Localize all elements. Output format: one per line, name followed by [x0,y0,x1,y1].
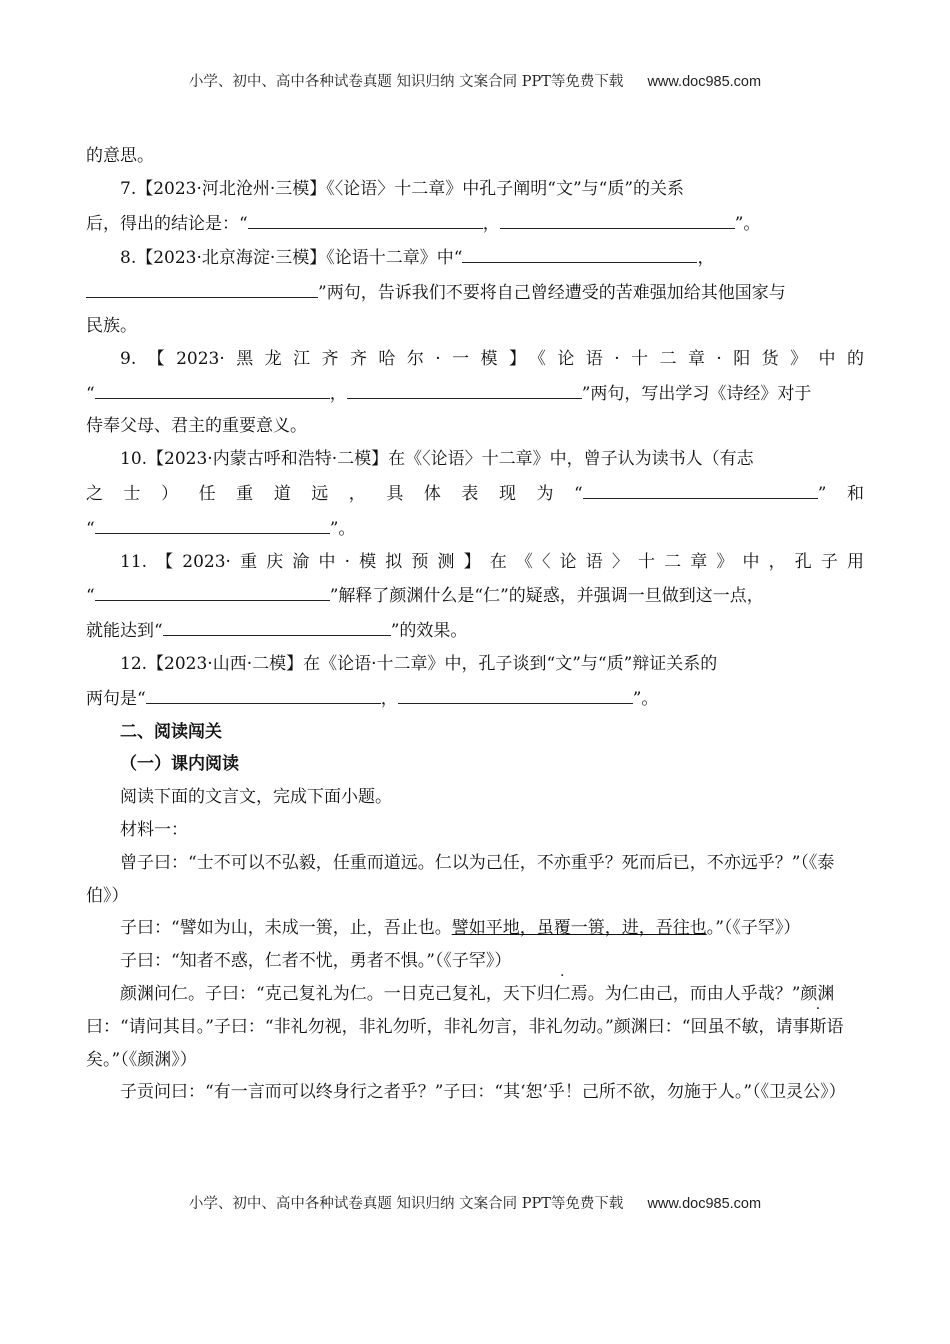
subsection-title: （一）课内阅读 [120,754,239,775]
answer-blank[interactable] [146,681,381,704]
question-11-line3: 就能达到“ ”的效果。 [86,613,864,648]
question-9-line2: “ ， ”两句，写出学习《诗经》对于 [86,376,864,411]
header-url[interactable]: www.doc985.com [647,74,762,90]
passage-paragraph-1: 曾子曰：“士不可以不弘毅，任重而道远。仁以为己任，不亦重乎？死而后已，不亦远乎？”（《泰伯》） [86,852,835,906]
emphasis-dot-char: 归 [536,983,554,1004]
passage-paragraph-2: 子曰：“譬如为山，未成一篑，止，吾止也。譬如平地，虽覆一篑，进，吾往也。”（《子罕》） [120,918,801,939]
section-title: 二、阅读闯关 [120,721,222,742]
question-11: 11.【2023·重庆渝中·模拟预测】在《〈论语〉十二章》中，孔子用 [120,551,864,572]
question-8-line2: ”两句，告诉我们不要将自己曾经遭受的苦难强加给其他国家与 [86,275,864,310]
page-footer [0,1192,950,1213]
material-label: 材料一： [120,819,188,840]
question-7: 7.【2023·河北沧州·三模】《〈论语〉十二章》中孔子阐明“文”与“质”的关系 [120,178,685,199]
passage-paragraph-4: 颜渊问仁。子曰：“克己复礼为仁。一日克己复礼，天下归仁焉。为仁由己，而由人乎哉？”颜渊曰：“请问其目。”子曰：“非礼勿视，非礼勿听，非礼勿言，非礼勿动。”颜渊曰：“回虽不敏，请事斯语矣。”（《颜渊》） [86,983,844,1070]
question-8: 8.【2023·北京海淀·三模】《论语十二章》中“ ， [86,240,864,275]
question-10-line3: “ ”。 [86,511,864,546]
answer-blank[interactable] [583,476,818,499]
passage-paragraph-3: 子曰：“知者不惑，仁者不忧，勇者不惧。”（《子罕》） [120,951,512,972]
answer-blank[interactable] [347,376,582,399]
answer-blank[interactable] [248,206,483,229]
answer-blank[interactable] [95,376,330,399]
passage-paragraph-5: 子贡问曰：“有一言而可以终身行之者乎？”子曰：“其‘恕’乎！己所不欲，勿施于人。”（《卫灵公》） [120,1082,846,1103]
emphasis-dot-char: 事 [792,1016,810,1037]
question-12: 12.【2023·山西·二模】在《论语·十二章》中，孔子谈到“文”与“质”辩证关系的 [120,653,718,674]
document-body [86,140,864,1109]
underlined-sentence: 譬如平地，虽覆一篑，进，吾往也 [451,918,707,939]
header-text: 小学、初中、高中各种试卷真题 知识归纳 文案合同 PPT等免费下载 [188,74,624,90]
question-7-line2: 后，得出的结论是：“ ， ”。 [86,206,864,241]
answer-blank[interactable] [462,240,697,263]
instruction: 阅读下面的文言文，完成下面小题。 [120,787,392,808]
question-11-line2: “ ”解释了颜渊什么是“仁”的疑惑，并强调一旦做到这一点， [86,578,864,613]
page-header [0,70,950,91]
question-10: 10.【2023·内蒙古呼和浩特·二模】在《〈论语〉十二章》中，曾子认为读书人（有志 [120,449,754,470]
answer-blank[interactable] [500,206,735,229]
question-9-line3: 侍奉父母、君主的重要意义。 [86,416,307,437]
question-10-line2: 之士）任重道远，具体表现为“ ”和 [86,476,864,511]
answer-blank[interactable] [95,578,330,601]
footer-text: 小学、初中、高中各种试卷真题 知识归纳 文案合同 PPT等免费下载 [188,1196,624,1212]
question-8-line3: 民族。 [86,315,137,336]
answer-blank[interactable] [163,613,391,636]
question-12-line2: 两句是“ ， ”。 [86,681,864,716]
answer-blank[interactable] [95,511,330,534]
footer-url[interactable]: www.doc985.com [647,1196,762,1212]
answer-blank[interactable] [398,681,633,704]
prev-question-tail: 的意思。 [86,146,154,166]
question-9: 9.【2023·黑龙江齐齐哈尔·一模】《论语·十二章·阳货》中的 [120,348,864,369]
answer-blank[interactable] [86,275,318,298]
